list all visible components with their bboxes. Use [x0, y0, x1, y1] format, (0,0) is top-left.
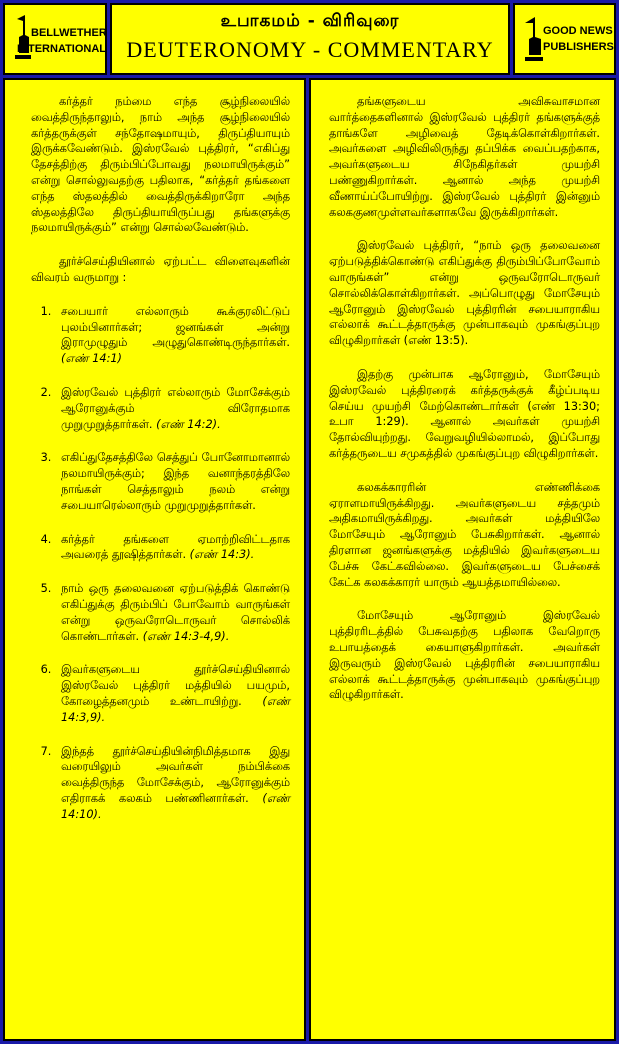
title-box [110, 3, 510, 75]
list-item: 7. இந்தத் தூர்ச்செய்தியின்நிமித்தமாக இது வரையிலும் அவர்கள் நம்பிக்கை வைத்திருந்த மோசேக்கும், ஆரோனுக்கும் எதிராகக் கலகம் பண்ணினார்கள். (எண் 14:10). [55, 744, 290, 823]
list-item: 2. இஸ்ரவேல் புத்திரர் எல்லாரும் மோசேக்கும் ஆரோனுக்கும் விரோதமாக முறுமுறுத்தார்கள். (எண் 14:2). [55, 385, 290, 432]
list-item: 6. இவர்களுடைய தூர்ச்செய்தியினால் இஸ்ரவேல் புத்திரர் மத்தியில் பயமும், கோழைத்தனமும் உண்டாயிற்று. (எண் 14:3,9). [55, 662, 290, 725]
good-news-logo-box [513, 3, 616, 75]
left-column [3, 78, 306, 1041]
bellwether-logo-line1: BELLWETHER [31, 27, 107, 39]
right-paragraph-5: மோசேயும் ஆரோனும் இஸ்ரவேல் புத்திரரிடத்தில் பேசுவதற்கு பதிலாக வேறொரு உபாயத்தைக் கையாளுகிறார்கள். அவர்கள் இருவரும் இஸ்ரவேல் புத்திரரின் சபையாராகிய எல்லாக் கூட்டத்தாருக்கு முன்பாகவும் முகங்குப்புற விழுகிறார்கள். [329, 609, 600, 702]
good-news-logo-line2: PUBLISHERS [543, 41, 614, 53]
good-news-logo-line1: GOOD NEWS [543, 25, 613, 37]
list-item: 5. நாம் ஒரு தலைவனை ஏற்படுத்திக் கொண்டு எகிப்துக்கு திரும்பிப் போவோம் வாருங்கள் என்று ஒருவரோடொருவர் சொல்லிக் கொண்டார்கள். (எண் 14:3-4,9). [55, 581, 290, 644]
tamil-title: உபாகமம் - விரிவுரை [220, 11, 400, 31]
right-paragraph-1: தங்களுடைய அவிசுவாசமான வார்த்தைகளினால் இஸ்ரவேல் புத்திரர் தங்களுக்குத் தாங்களே அழிவைத் தேடிக்கொள்கிறார்கள். அவர்களை அழிவிலிருந்து தப்பிக்க வைப்பதற்காக, அவர்களுடைய சிநேகிதர்கள் முயற்சி பண்ணுகிறார்கள். ஆனால் அந்த முயற்சி வீணாய்ப்போயிற்று. இஸ்ரவேல் புத்திரர் இன்னும் கலககுணமுள்ளவர்களாகவே இருக்கிறார்கள். [329, 95, 600, 219]
bellwether-logo-icon [11, 13, 101, 69]
list-item: 3. எகிப்துதேசத்திலே செத்துப் போனோமானால் நலமாயிருக்கும்; இந்த வனாந்தரத்திலே நாங்கள் செத்தாலும் நலம் என்று சபையாரெல்லாரும் முறுமுறுத்தார்கள். [55, 450, 290, 513]
bellwether-logo-line2: INTERNATIONAL [17, 43, 107, 55]
right-paragraph-3: இதற்கு முன்பாக ஆரோனும், மோசேயும் இஸ்ரவேல் புத்திரரைக் கர்த்தருக்குக் கீழ்ப்படிய செய்ய முயற்சி மேற்கொண்டார்கள் (எண் 13:30; உபா 1:29). ஆனால் அவர்கள் முயற்சி தோல்வியுற்றது. வேறுவழியில்லாமல், இப்போது கர்த்தருடைய சமுகத்தில் முகங்குப்புற விழுகிறார்கள். [329, 367, 600, 460]
left-paragraph-2: தூர்ச்செய்தியினால் ஏற்பட்ட விளைவுகளின் விவரம் வருமாறு : [31, 255, 290, 284]
effects-list [31, 304, 290, 823]
list-item: 1. சபையார் எல்லாரும் கூக்குரலிட்டுப் புலம்பினார்கள்; ஜனங்கள் அன்று இராமுழுதும் அழுதுகொண்டிருந்தார்கள். (எண் 14:1) [55, 304, 290, 367]
bellwether-logo-box [3, 3, 107, 75]
left-paragraph-1: கர்த்தர் நம்மை எந்த சூழ்நிலையில் வைத்திருந்தாலும், நாம் அந்த சூழ்நிலையில் கர்த்தருக்குள் சந்தோஷமாயும், திருப்தியாயும் இருக்கவேண்டும். இஸ்ரவேல் புத்திரர், “எகிப்து தேசத்திற்கு திரும்பிப்போவது நலமாயிருக்கும்” என்று சொல்லுவதற்கு பதிலாக, “கர்த்தர் தங்களை எந்த ஸ்தலத்தில் வைத்திருக்கிறாரோ அந்த ஸ்தலத்திலே திருப்தியாயிருப்பது தங்களுக்கு நலமாயிருக்கும்” என்று சொல்லவேண்டும். [31, 95, 290, 235]
right-paragraph-4: கலகக்காரரின் எண்ணிக்கை ஏராளமாயிருக்கிறது. அவர்களுடைய சத்தமும் அதிகமாயிருக்கிறது. அவர்கள் மத்தியிலே மோசேயும் ஆரோனும் பேசுகிறார்கள். ஆனால் திரளான ஜனங்களுக்கு மத்தியில் இவர்களுடைய பேச்சு கேட்கவில்லை. இவர்களுடைய பேச்சைக் கேட்க கலகக்காரர் யாரும் ஆயத்தமாயில்லை. [329, 480, 600, 589]
right-column [309, 78, 616, 1041]
english-title: DEUTERONOMY - COMMENTARY [126, 37, 494, 62]
right-paragraph-2: இஸ்ரவேல் புத்திரர், “நாம் ஒரு தலைவனை ஏற்படுத்திக்கொண்டு எகிப்துக்கு திரும்பிப்போவோம் வாருங்கள்” என்று ஒருவரோடொருவர் சொல்லிக்கொள்கிறார்கள். அப்பொழுது மோசேயும் ஆரோனும் இஸ்ரவேல் புத்திரரின் சபையாராகிய எல்லாக் கூட்டத்தாருக்கு முன்பாகவும் முகங்குப்புற விழுகிறார்கள் (எண் 13:5). [329, 239, 600, 348]
list-item: 4. கர்த்தர் தங்களை ஏமாற்றிவிட்டதாக அவரைத் தூஷித்தார்கள். (எண் 14:3). [55, 532, 290, 564]
